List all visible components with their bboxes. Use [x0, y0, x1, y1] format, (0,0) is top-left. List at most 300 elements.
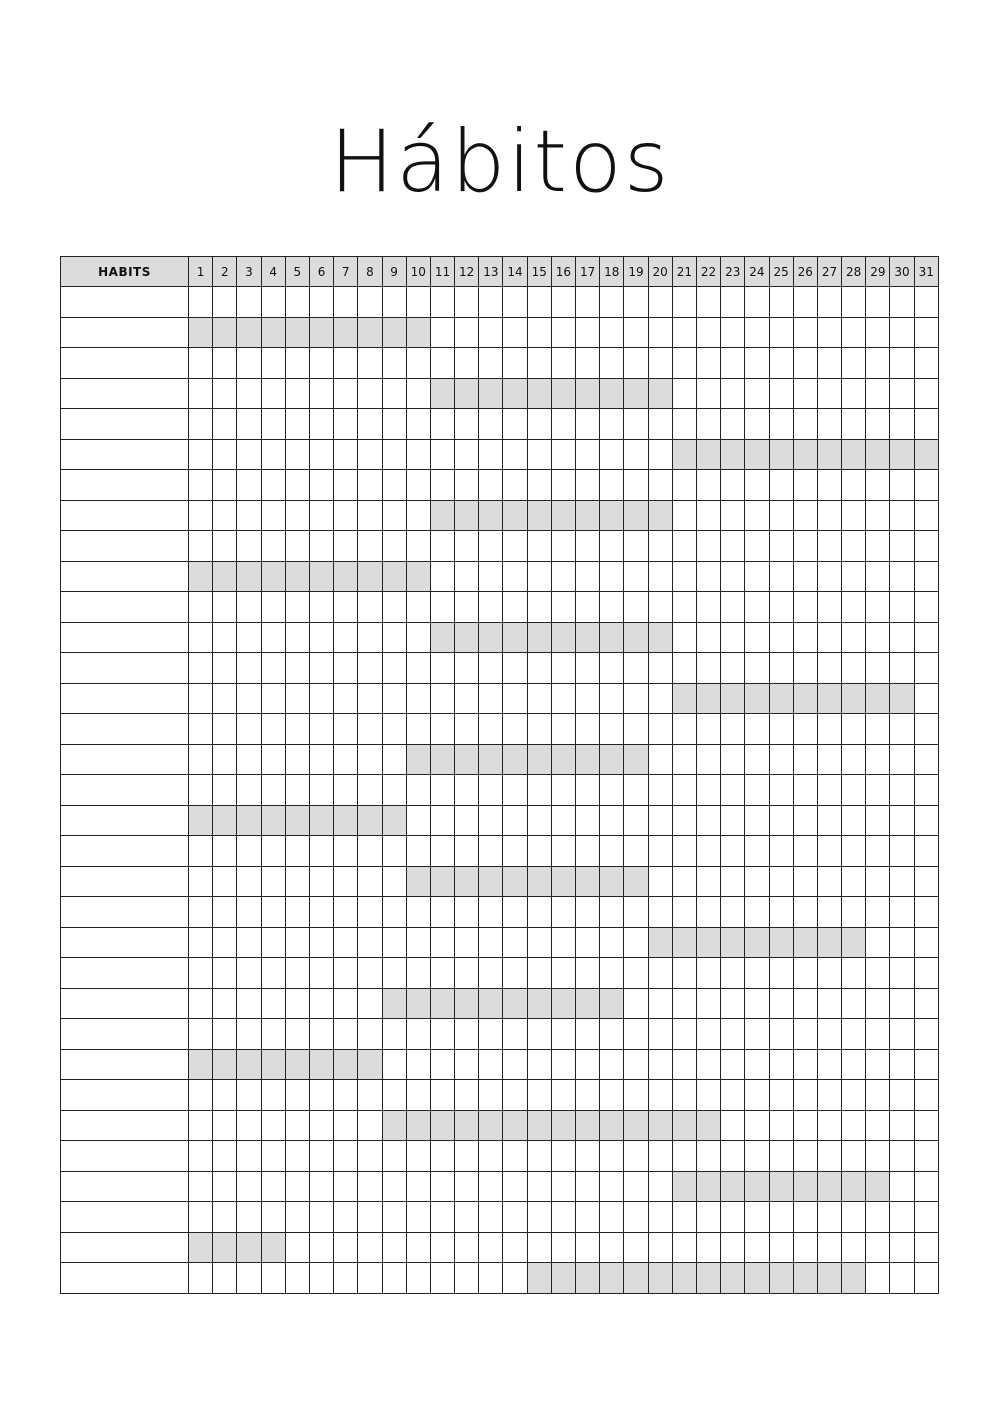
- day-checkbox-cell[interactable]: [866, 1141, 890, 1172]
- day-checkbox-cell[interactable]: [793, 1049, 817, 1080]
- day-checkbox-cell[interactable]: [309, 1141, 333, 1172]
- day-checkbox-cell[interactable]: [334, 348, 358, 379]
- day-checkbox-cell[interactable]: [479, 287, 503, 318]
- day-checkbox-cell[interactable]: [721, 927, 745, 958]
- day-checkbox-cell[interactable]: [285, 988, 309, 1019]
- day-checkbox-cell[interactable]: [576, 1263, 600, 1294]
- habit-name-cell[interactable]: [61, 1202, 189, 1233]
- day-checkbox-cell[interactable]: [479, 683, 503, 714]
- day-checkbox-cell[interactable]: [648, 1141, 672, 1172]
- day-checkbox-cell[interactable]: [624, 805, 648, 836]
- day-checkbox-cell[interactable]: [382, 287, 406, 318]
- day-checkbox-cell[interactable]: [479, 836, 503, 867]
- day-checkbox-cell[interactable]: [358, 1080, 382, 1111]
- day-checkbox-cell[interactable]: [890, 317, 914, 348]
- day-checkbox-cell[interactable]: [479, 866, 503, 897]
- day-checkbox-cell[interactable]: [334, 1049, 358, 1080]
- habit-name-cell[interactable]: [61, 988, 189, 1019]
- day-checkbox-cell[interactable]: [309, 622, 333, 653]
- day-checkbox-cell[interactable]: [334, 378, 358, 409]
- day-checkbox-cell[interactable]: [406, 1202, 430, 1233]
- day-checkbox-cell[interactable]: [285, 1141, 309, 1172]
- day-checkbox-cell[interactable]: [406, 592, 430, 623]
- day-checkbox-cell[interactable]: [696, 1141, 720, 1172]
- day-checkbox-cell[interactable]: [334, 958, 358, 989]
- day-checkbox-cell[interactable]: [721, 1232, 745, 1263]
- day-checkbox-cell[interactable]: [769, 622, 793, 653]
- day-checkbox-cell[interactable]: [551, 927, 575, 958]
- day-checkbox-cell[interactable]: [817, 561, 841, 592]
- day-checkbox-cell[interactable]: [309, 561, 333, 592]
- day-checkbox-cell[interactable]: [914, 470, 938, 501]
- day-checkbox-cell[interactable]: [600, 653, 624, 684]
- day-checkbox-cell[interactable]: [309, 317, 333, 348]
- habit-name-cell[interactable]: [61, 1141, 189, 1172]
- day-checkbox-cell[interactable]: [672, 927, 696, 958]
- day-checkbox-cell[interactable]: [406, 897, 430, 928]
- day-checkbox-cell[interactable]: [914, 927, 938, 958]
- day-checkbox-cell[interactable]: [817, 317, 841, 348]
- day-checkbox-cell[interactable]: [358, 653, 382, 684]
- day-checkbox-cell[interactable]: [890, 1202, 914, 1233]
- day-checkbox-cell[interactable]: [648, 622, 672, 653]
- day-checkbox-cell[interactable]: [213, 805, 237, 836]
- day-checkbox-cell[interactable]: [745, 1202, 769, 1233]
- day-checkbox-cell[interactable]: [769, 439, 793, 470]
- day-checkbox-cell[interactable]: [817, 500, 841, 531]
- day-checkbox-cell[interactable]: [793, 622, 817, 653]
- day-checkbox-cell[interactable]: [358, 470, 382, 501]
- day-checkbox-cell[interactable]: [285, 805, 309, 836]
- day-checkbox-cell[interactable]: [285, 775, 309, 806]
- day-checkbox-cell[interactable]: [527, 439, 551, 470]
- day-checkbox-cell[interactable]: [334, 866, 358, 897]
- day-checkbox-cell[interactable]: [793, 927, 817, 958]
- day-checkbox-cell[interactable]: [213, 378, 237, 409]
- day-checkbox-cell[interactable]: [261, 439, 285, 470]
- day-checkbox-cell[interactable]: [479, 500, 503, 531]
- day-checkbox-cell[interactable]: [624, 1110, 648, 1141]
- day-checkbox-cell[interactable]: [914, 378, 938, 409]
- day-checkbox-cell[interactable]: [914, 1049, 938, 1080]
- day-checkbox-cell[interactable]: [842, 1171, 866, 1202]
- day-checkbox-cell[interactable]: [358, 500, 382, 531]
- day-checkbox-cell[interactable]: [503, 439, 527, 470]
- habit-name-cell[interactable]: [61, 866, 189, 897]
- day-checkbox-cell[interactable]: [600, 927, 624, 958]
- day-checkbox-cell[interactable]: [866, 500, 890, 531]
- day-checkbox-cell[interactable]: [213, 531, 237, 562]
- day-checkbox-cell[interactable]: [817, 287, 841, 318]
- day-checkbox-cell[interactable]: [430, 561, 454, 592]
- day-checkbox-cell[interactable]: [648, 1110, 672, 1141]
- day-checkbox-cell[interactable]: [866, 592, 890, 623]
- day-checkbox-cell[interactable]: [648, 866, 672, 897]
- day-checkbox-cell[interactable]: [213, 470, 237, 501]
- day-checkbox-cell[interactable]: [551, 836, 575, 867]
- day-checkbox-cell[interactable]: [551, 1171, 575, 1202]
- day-checkbox-cell[interactable]: [551, 1263, 575, 1294]
- day-checkbox-cell[interactable]: [576, 927, 600, 958]
- habit-name-cell[interactable]: [61, 500, 189, 531]
- day-checkbox-cell[interactable]: [406, 744, 430, 775]
- day-checkbox-cell[interactable]: [382, 836, 406, 867]
- day-checkbox-cell[interactable]: [189, 531, 213, 562]
- day-checkbox-cell[interactable]: [793, 775, 817, 806]
- day-checkbox-cell[interactable]: [503, 348, 527, 379]
- day-checkbox-cell[interactable]: [551, 866, 575, 897]
- day-checkbox-cell[interactable]: [189, 287, 213, 318]
- day-checkbox-cell[interactable]: [455, 1263, 479, 1294]
- day-checkbox-cell[interactable]: [358, 744, 382, 775]
- day-checkbox-cell[interactable]: [285, 348, 309, 379]
- day-checkbox-cell[interactable]: [455, 592, 479, 623]
- day-checkbox-cell[interactable]: [503, 378, 527, 409]
- day-checkbox-cell[interactable]: [769, 561, 793, 592]
- day-checkbox-cell[interactable]: [479, 927, 503, 958]
- day-checkbox-cell[interactable]: [890, 927, 914, 958]
- day-checkbox-cell[interactable]: [648, 653, 672, 684]
- day-checkbox-cell[interactable]: [914, 653, 938, 684]
- day-checkbox-cell[interactable]: [406, 531, 430, 562]
- day-checkbox-cell[interactable]: [334, 714, 358, 745]
- day-checkbox-cell[interactable]: [309, 1049, 333, 1080]
- day-checkbox-cell[interactable]: [334, 592, 358, 623]
- day-checkbox-cell[interactable]: [479, 622, 503, 653]
- day-checkbox-cell[interactable]: [914, 744, 938, 775]
- habit-name-cell[interactable]: [61, 317, 189, 348]
- day-checkbox-cell[interactable]: [914, 683, 938, 714]
- day-checkbox-cell[interactable]: [309, 378, 333, 409]
- day-checkbox-cell[interactable]: [261, 775, 285, 806]
- day-checkbox-cell[interactable]: [189, 775, 213, 806]
- day-checkbox-cell[interactable]: [382, 1171, 406, 1202]
- day-checkbox-cell[interactable]: [551, 1049, 575, 1080]
- day-checkbox-cell[interactable]: [817, 439, 841, 470]
- day-checkbox-cell[interactable]: [817, 683, 841, 714]
- day-checkbox-cell[interactable]: [430, 1080, 454, 1111]
- day-checkbox-cell[interactable]: [237, 866, 261, 897]
- day-checkbox-cell[interactable]: [479, 531, 503, 562]
- day-checkbox-cell[interactable]: [213, 866, 237, 897]
- day-checkbox-cell[interactable]: [866, 988, 890, 1019]
- day-checkbox-cell[interactable]: [600, 439, 624, 470]
- day-checkbox-cell[interactable]: [406, 439, 430, 470]
- day-checkbox-cell[interactable]: [334, 744, 358, 775]
- day-checkbox-cell[interactable]: [696, 836, 720, 867]
- day-checkbox-cell[interactable]: [890, 348, 914, 379]
- day-checkbox-cell[interactable]: [648, 287, 672, 318]
- day-checkbox-cell[interactable]: [842, 348, 866, 379]
- day-checkbox-cell[interactable]: [551, 805, 575, 836]
- day-checkbox-cell[interactable]: [455, 1141, 479, 1172]
- day-checkbox-cell[interactable]: [455, 439, 479, 470]
- day-checkbox-cell[interactable]: [817, 378, 841, 409]
- day-checkbox-cell[interactable]: [600, 287, 624, 318]
- day-checkbox-cell[interactable]: [285, 653, 309, 684]
- day-checkbox-cell[interactable]: [817, 1080, 841, 1111]
- day-checkbox-cell[interactable]: [769, 714, 793, 745]
- day-checkbox-cell[interactable]: [261, 592, 285, 623]
- day-checkbox-cell[interactable]: [551, 1202, 575, 1233]
- day-checkbox-cell[interactable]: [648, 958, 672, 989]
- day-checkbox-cell[interactable]: [745, 470, 769, 501]
- day-checkbox-cell[interactable]: [551, 378, 575, 409]
- day-checkbox-cell[interactable]: [358, 958, 382, 989]
- day-checkbox-cell[interactable]: [648, 714, 672, 745]
- day-checkbox-cell[interactable]: [382, 1232, 406, 1263]
- day-checkbox-cell[interactable]: [189, 317, 213, 348]
- day-checkbox-cell[interactable]: [309, 1110, 333, 1141]
- day-checkbox-cell[interactable]: [793, 1171, 817, 1202]
- day-checkbox-cell[interactable]: [600, 805, 624, 836]
- day-checkbox-cell[interactable]: [793, 866, 817, 897]
- day-checkbox-cell[interactable]: [745, 561, 769, 592]
- day-checkbox-cell[interactable]: [382, 348, 406, 379]
- day-checkbox-cell[interactable]: [842, 409, 866, 440]
- day-checkbox-cell[interactable]: [600, 592, 624, 623]
- day-checkbox-cell[interactable]: [672, 470, 696, 501]
- day-checkbox-cell[interactable]: [285, 378, 309, 409]
- day-checkbox-cell[interactable]: [334, 1263, 358, 1294]
- day-checkbox-cell[interactable]: [817, 1202, 841, 1233]
- day-checkbox-cell[interactable]: [576, 500, 600, 531]
- day-checkbox-cell[interactable]: [793, 1232, 817, 1263]
- day-checkbox-cell[interactable]: [866, 1019, 890, 1050]
- day-checkbox-cell[interactable]: [406, 1080, 430, 1111]
- day-checkbox-cell[interactable]: [406, 561, 430, 592]
- day-checkbox-cell[interactable]: [914, 775, 938, 806]
- day-checkbox-cell[interactable]: [382, 988, 406, 1019]
- day-checkbox-cell[interactable]: [576, 683, 600, 714]
- day-checkbox-cell[interactable]: [696, 1019, 720, 1050]
- day-checkbox-cell[interactable]: [527, 348, 551, 379]
- day-checkbox-cell[interactable]: [600, 683, 624, 714]
- day-checkbox-cell[interactable]: [285, 866, 309, 897]
- day-checkbox-cell[interactable]: [600, 1141, 624, 1172]
- day-checkbox-cell[interactable]: [358, 317, 382, 348]
- day-checkbox-cell[interactable]: [624, 317, 648, 348]
- day-checkbox-cell[interactable]: [745, 927, 769, 958]
- day-checkbox-cell[interactable]: [309, 500, 333, 531]
- day-checkbox-cell[interactable]: [551, 439, 575, 470]
- day-checkbox-cell[interactable]: [890, 653, 914, 684]
- day-checkbox-cell[interactable]: [672, 1049, 696, 1080]
- day-checkbox-cell[interactable]: [406, 1171, 430, 1202]
- day-checkbox-cell[interactable]: [866, 287, 890, 318]
- day-checkbox-cell[interactable]: [406, 348, 430, 379]
- day-checkbox-cell[interactable]: [576, 775, 600, 806]
- day-checkbox-cell[interactable]: [213, 1202, 237, 1233]
- day-checkbox-cell[interactable]: [285, 500, 309, 531]
- day-checkbox-cell[interactable]: [672, 1080, 696, 1111]
- day-checkbox-cell[interactable]: [721, 775, 745, 806]
- day-checkbox-cell[interactable]: [648, 988, 672, 1019]
- day-checkbox-cell[interactable]: [189, 958, 213, 989]
- day-checkbox-cell[interactable]: [334, 622, 358, 653]
- day-checkbox-cell[interactable]: [189, 653, 213, 684]
- day-checkbox-cell[interactable]: [696, 470, 720, 501]
- day-checkbox-cell[interactable]: [769, 1110, 793, 1141]
- day-checkbox-cell[interactable]: [600, 1080, 624, 1111]
- day-checkbox-cell[interactable]: [793, 958, 817, 989]
- day-checkbox-cell[interactable]: [455, 897, 479, 928]
- day-checkbox-cell[interactable]: [237, 317, 261, 348]
- day-checkbox-cell[interactable]: [793, 1141, 817, 1172]
- day-checkbox-cell[interactable]: [890, 1171, 914, 1202]
- day-checkbox-cell[interactable]: [503, 805, 527, 836]
- day-checkbox-cell[interactable]: [237, 287, 261, 318]
- day-checkbox-cell[interactable]: [576, 836, 600, 867]
- day-checkbox-cell[interactable]: [261, 744, 285, 775]
- day-checkbox-cell[interactable]: [527, 592, 551, 623]
- day-checkbox-cell[interactable]: [745, 500, 769, 531]
- day-checkbox-cell[interactable]: [769, 348, 793, 379]
- day-checkbox-cell[interactable]: [745, 714, 769, 745]
- day-checkbox-cell[interactable]: [334, 1141, 358, 1172]
- day-checkbox-cell[interactable]: [914, 988, 938, 1019]
- day-checkbox-cell[interactable]: [455, 744, 479, 775]
- day-checkbox-cell[interactable]: [745, 287, 769, 318]
- day-checkbox-cell[interactable]: [309, 775, 333, 806]
- day-checkbox-cell[interactable]: [503, 927, 527, 958]
- day-checkbox-cell[interactable]: [382, 1049, 406, 1080]
- day-checkbox-cell[interactable]: [866, 653, 890, 684]
- day-checkbox-cell[interactable]: [648, 500, 672, 531]
- day-checkbox-cell[interactable]: [890, 775, 914, 806]
- day-checkbox-cell[interactable]: [213, 836, 237, 867]
- day-checkbox-cell[interactable]: [503, 714, 527, 745]
- day-checkbox-cell[interactable]: [890, 622, 914, 653]
- day-checkbox-cell[interactable]: [189, 1019, 213, 1050]
- day-checkbox-cell[interactable]: [261, 897, 285, 928]
- day-checkbox-cell[interactable]: [527, 1049, 551, 1080]
- habit-name-cell[interactable]: [61, 622, 189, 653]
- day-checkbox-cell[interactable]: [866, 958, 890, 989]
- day-checkbox-cell[interactable]: [527, 1080, 551, 1111]
- day-checkbox-cell[interactable]: [769, 592, 793, 623]
- habit-name-cell[interactable]: [61, 1232, 189, 1263]
- habit-name-cell[interactable]: [61, 592, 189, 623]
- day-checkbox-cell[interactable]: [406, 988, 430, 1019]
- habit-name-cell[interactable]: [61, 531, 189, 562]
- day-checkbox-cell[interactable]: [237, 744, 261, 775]
- day-checkbox-cell[interactable]: [769, 1141, 793, 1172]
- day-checkbox-cell[interactable]: [455, 378, 479, 409]
- day-checkbox-cell[interactable]: [648, 775, 672, 806]
- day-checkbox-cell[interactable]: [430, 348, 454, 379]
- day-checkbox-cell[interactable]: [914, 1171, 938, 1202]
- day-checkbox-cell[interactable]: [285, 927, 309, 958]
- day-checkbox-cell[interactable]: [406, 622, 430, 653]
- habit-name-cell[interactable]: [61, 1171, 189, 1202]
- habit-name-cell[interactable]: [61, 470, 189, 501]
- day-checkbox-cell[interactable]: [382, 592, 406, 623]
- day-checkbox-cell[interactable]: [600, 470, 624, 501]
- day-checkbox-cell[interactable]: [455, 287, 479, 318]
- day-checkbox-cell[interactable]: [527, 470, 551, 501]
- day-checkbox-cell[interactable]: [309, 866, 333, 897]
- day-checkbox-cell[interactable]: [696, 561, 720, 592]
- day-checkbox-cell[interactable]: [358, 683, 382, 714]
- day-checkbox-cell[interactable]: [576, 348, 600, 379]
- day-checkbox-cell[interactable]: [261, 378, 285, 409]
- day-checkbox-cell[interactable]: [237, 348, 261, 379]
- day-checkbox-cell[interactable]: [600, 744, 624, 775]
- day-checkbox-cell[interactable]: [503, 317, 527, 348]
- day-checkbox-cell[interactable]: [914, 805, 938, 836]
- day-checkbox-cell[interactable]: [672, 500, 696, 531]
- day-checkbox-cell[interactable]: [503, 1171, 527, 1202]
- day-checkbox-cell[interactable]: [455, 500, 479, 531]
- day-checkbox-cell[interactable]: [455, 775, 479, 806]
- day-checkbox-cell[interactable]: [866, 317, 890, 348]
- day-checkbox-cell[interactable]: [358, 866, 382, 897]
- day-checkbox-cell[interactable]: [430, 988, 454, 1019]
- day-checkbox-cell[interactable]: [503, 1202, 527, 1233]
- day-checkbox-cell[interactable]: [817, 592, 841, 623]
- day-checkbox-cell[interactable]: [696, 1263, 720, 1294]
- day-checkbox-cell[interactable]: [479, 592, 503, 623]
- day-checkbox-cell[interactable]: [576, 866, 600, 897]
- day-checkbox-cell[interactable]: [600, 866, 624, 897]
- day-checkbox-cell[interactable]: [527, 500, 551, 531]
- habit-name-cell[interactable]: [61, 1049, 189, 1080]
- day-checkbox-cell[interactable]: [672, 897, 696, 928]
- day-checkbox-cell[interactable]: [382, 622, 406, 653]
- day-checkbox-cell[interactable]: [769, 287, 793, 318]
- day-checkbox-cell[interactable]: [285, 1049, 309, 1080]
- day-checkbox-cell[interactable]: [817, 897, 841, 928]
- day-checkbox-cell[interactable]: [382, 775, 406, 806]
- day-checkbox-cell[interactable]: [358, 1232, 382, 1263]
- day-checkbox-cell[interactable]: [430, 897, 454, 928]
- day-checkbox-cell[interactable]: [551, 714, 575, 745]
- habit-name-cell[interactable]: [61, 683, 189, 714]
- day-checkbox-cell[interactable]: [648, 805, 672, 836]
- day-checkbox-cell[interactable]: [479, 1232, 503, 1263]
- day-checkbox-cell[interactable]: [890, 836, 914, 867]
- day-checkbox-cell[interactable]: [189, 1110, 213, 1141]
- day-checkbox-cell[interactable]: [503, 775, 527, 806]
- day-checkbox-cell[interactable]: [624, 836, 648, 867]
- day-checkbox-cell[interactable]: [721, 470, 745, 501]
- day-checkbox-cell[interactable]: [914, 531, 938, 562]
- day-checkbox-cell[interactable]: [309, 1171, 333, 1202]
- day-checkbox-cell[interactable]: [576, 1171, 600, 1202]
- day-checkbox-cell[interactable]: [285, 1232, 309, 1263]
- day-checkbox-cell[interactable]: [213, 653, 237, 684]
- day-checkbox-cell[interactable]: [213, 622, 237, 653]
- day-checkbox-cell[interactable]: [866, 775, 890, 806]
- day-checkbox-cell[interactable]: [406, 683, 430, 714]
- day-checkbox-cell[interactable]: [334, 1171, 358, 1202]
- day-checkbox-cell[interactable]: [696, 866, 720, 897]
- day-checkbox-cell[interactable]: [503, 561, 527, 592]
- day-checkbox-cell[interactable]: [503, 500, 527, 531]
- day-checkbox-cell[interactable]: [624, 470, 648, 501]
- day-checkbox-cell[interactable]: [479, 1049, 503, 1080]
- day-checkbox-cell[interactable]: [189, 866, 213, 897]
- day-checkbox-cell[interactable]: [600, 988, 624, 1019]
- day-checkbox-cell[interactable]: [309, 744, 333, 775]
- day-checkbox-cell[interactable]: [696, 958, 720, 989]
- day-checkbox-cell[interactable]: [455, 1202, 479, 1233]
- day-checkbox-cell[interactable]: [672, 439, 696, 470]
- day-checkbox-cell[interactable]: [600, 1232, 624, 1263]
- day-checkbox-cell[interactable]: [358, 1202, 382, 1233]
- day-checkbox-cell[interactable]: [866, 1110, 890, 1141]
